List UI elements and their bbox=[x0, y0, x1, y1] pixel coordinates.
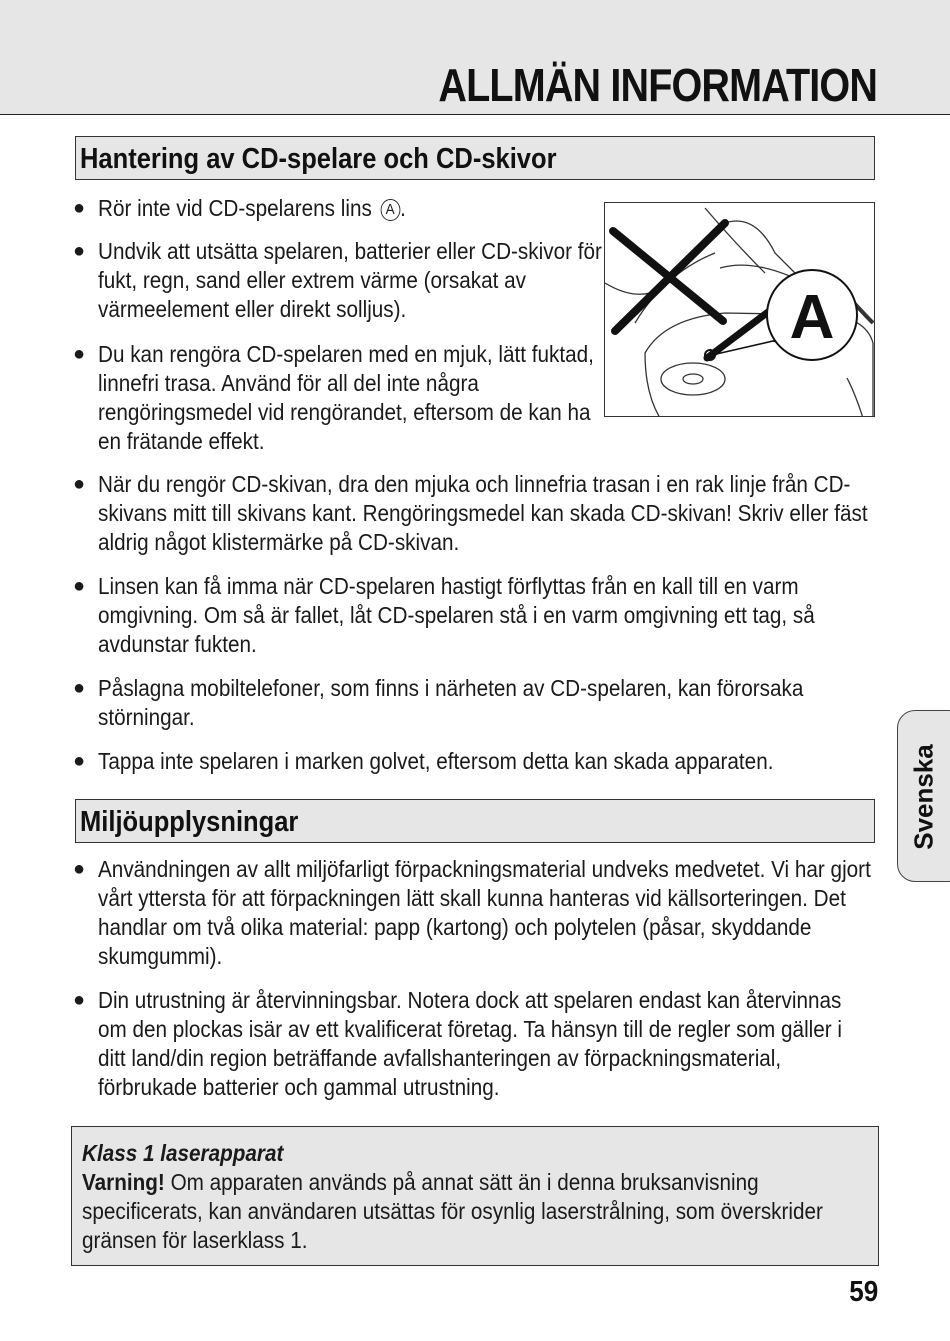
list-item: Tappa inte spelaren i marken golvet, eftersom detta kan skada apparaten. bbox=[98, 748, 774, 774]
bullet-dot: ● bbox=[73, 575, 86, 597]
bullet-dot: ● bbox=[73, 197, 86, 219]
list-item: När du rengör CD-skivan, dra den mjuka och linnefria trasan i en rak linje från CD-skivans mitt till skivans kant. Rengöringsmedel kan skada CD-skivan! Skriv eller fäst aldrig något klistermärke på CD-skivan. bbox=[98, 471, 868, 555]
bullet-dot: ● bbox=[73, 473, 86, 495]
bullet-dot: ● bbox=[73, 858, 86, 880]
laser-warning-box bbox=[71, 1126, 879, 1266]
warning-text: Om apparaten används på annat sätt än i denna bruksanvisning specificerats, kan användaren utsättas för osynlig laserstrålning, som överskrider gränsen för laserklass 1. bbox=[82, 1169, 823, 1253]
list-item: Påslagna mobiltelefoner, som finns i närheten av CD-spelaren, kan förorsaka störningar. bbox=[98, 675, 804, 730]
section-heading-handling bbox=[75, 136, 875, 180]
section-heading-text: Miljöupplysningar bbox=[80, 806, 299, 838]
language-tab-label: Svenska bbox=[908, 744, 939, 850]
bullet-dot: ● bbox=[73, 240, 86, 262]
list-item: Din utrustning är återvinningsbar. Notera dock att spelaren endast kan återvinnas om den plockas isär av ett kvalificerat företag. Ta hänsyn till de regler som gäller i ditt land/din region beträffande avfallshanteringen av förpackningsmaterial, förbrukade batterier och gammal utrustning. bbox=[98, 987, 843, 1100]
cd-lens-illustration bbox=[604, 202, 875, 417]
bullet-dot: ● bbox=[73, 989, 86, 1011]
bullet-dot: ● bbox=[73, 677, 86, 699]
list-item: Rör inte vid CD-spelarens lins A . bbox=[98, 195, 406, 221]
warning-label: Varning! bbox=[82, 1169, 165, 1195]
header-band bbox=[0, 0, 950, 115]
bullet-dot: ● bbox=[73, 343, 86, 365]
page-number: 59 bbox=[848, 1276, 878, 1308]
cd-lens-drawing bbox=[605, 203, 875, 417]
section-heading-environment bbox=[75, 799, 875, 843]
bullet-dot: ● bbox=[73, 750, 86, 772]
section-heading-text: Hantering av CD-spelare och CD-skivor bbox=[80, 143, 557, 175]
language-tab bbox=[897, 710, 950, 882]
list-item: Linsen kan få imma när CD-spelaren hastigt förflyttas från en kall till en varm omgivning. Om så är fallet, låt CD-spelaren stå i en varm omgivning ett tag, så avdunstar fukten. bbox=[98, 573, 815, 657]
callout-label-a: A bbox=[789, 283, 835, 352]
list-item: Undvik att utsätta spelaren, batterier eller CD-skivor för fukt, regn, sand eller extrem värme (orsakat av värmeelement eller direkt solljus). bbox=[98, 238, 602, 322]
list-item: Användningen av allt miljöfarligt förpackningsmaterial undveks medvetet. Vi har gjort vårt yttersta för att förpackningen lätt skall kunna hanteras vid källsorteringen. Det handlar om två olika material: papp (kartong) och polytelen (påsar, skyddande skumgummi). bbox=[98, 856, 871, 969]
page-title: ALLMÄN INFORMATION bbox=[438, 59, 877, 111]
warning-body bbox=[82, 1168, 865, 1255]
warning-title: Klass 1 laserapparat bbox=[82, 1140, 284, 1166]
warning-content bbox=[82, 1139, 865, 1255]
lens-marker-a: A bbox=[380, 199, 400, 221]
list-item: Du kan rengöra CD-spelaren med en mjuk, lätt fuktad, linnefri trasa. Använd för all del inte några rengöringsmedel vid rengörandet, eftersom de kan ha en frätande effekt. bbox=[98, 341, 594, 454]
